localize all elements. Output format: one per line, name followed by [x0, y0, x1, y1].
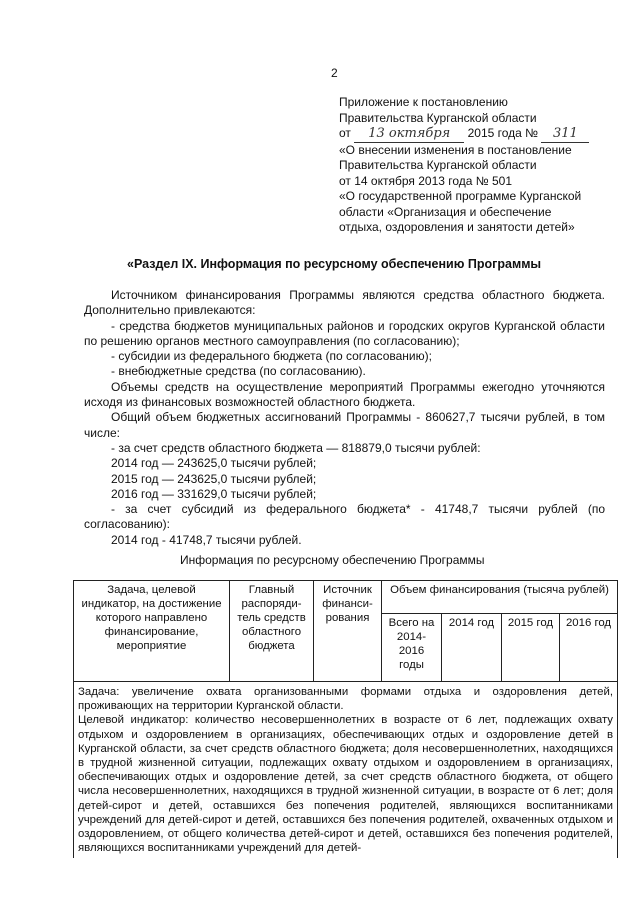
from-label: от: [339, 126, 351, 140]
appendix-line: отдыха, оздоровления и занятости детей»: [339, 220, 575, 234]
paragraph: 2016 год — 331629,0 тысячи рублей;: [111, 486, 317, 501]
paragraph: 2014 год - 41748,7 тысячи рублей.: [111, 532, 302, 547]
paragraph: Источником финансирования Программы являются средства областного бюджета. Дополнительно привлекаются:: [84, 288, 605, 318]
paragraph: - за счет средств областного бюджета — 818879,0 тысячи рублей:: [111, 440, 481, 455]
paragraph: - средства бюджетов муниципальных районов и городских округов Курганской области по решению органов местного самоуправления (по согласованию);: [84, 318, 605, 348]
paragraph: 2014 год — 243625,0 тысячи рублей;: [111, 456, 317, 471]
handwritten-number: 311: [541, 126, 589, 143]
paragraph: - субсидии из федерального бюджета (по согласованию);: [111, 349, 432, 364]
appendix-header: [339, 95, 619, 236]
appendix-line: Правительства Курганской области: [339, 158, 537, 172]
table-title: Информация по ресурсному обеспечению Программы: [180, 553, 485, 567]
appendix-line: от 14 октября 2013 года № 501: [339, 173, 513, 188]
header-source: Источник финанси-рования: [314, 581, 382, 682]
handwritten-date: 13 октября: [354, 126, 464, 143]
task-text: Задача: увеличение охвата организованными формами отдыха и оздоровления детей, проживающих на территории Курганской области.: [78, 686, 614, 713]
paragraph: - внебюджетные средства (по согласованию).: [111, 364, 366, 379]
paragraph: - за счет субсидий из федерального бюджета* - 41748,7 тысячи рублей (по согласованию):: [84, 502, 605, 532]
appendix-line: Приложение к постановлению: [339, 95, 508, 109]
appendix-line: Правительства Курганской области: [339, 110, 537, 125]
header-2014: 2014 год: [442, 614, 502, 682]
paragraph: 2015 год — 243625,0 тысячи рублей;: [111, 471, 317, 486]
table-row: [74, 682, 618, 859]
year-label: 2015 года №: [467, 126, 539, 140]
body-text: [84, 288, 605, 548]
page-number: 2: [331, 66, 338, 80]
header-task: Задача, целевой индикатор, на достижение которого направлено финансирование, мероприятие: [74, 581, 230, 682]
header-total: Всего на 2014-2016 годы: [382, 614, 442, 682]
paragraph: Общий объем бюджетных ассигнований Программы - 860627,7 тысячи рублей, в том числе:: [84, 410, 605, 440]
header-2015: 2015 год: [502, 614, 560, 682]
header-volume: Объем финансирования (тысяча рублей): [382, 581, 618, 614]
paragraph: Объемы средств на осуществление мероприятий Программы ежегодно уточняются исходя из финансовых возможностей областного бюджета.: [84, 379, 605, 410]
appendix-date-line: [339, 126, 619, 143]
header-manager: Главный распоряди-тель средств областного бюджета: [230, 581, 314, 682]
resource-table: [73, 580, 618, 858]
section-title: «Раздел IX. Информация по ресурсному обеспечению Программы: [127, 257, 542, 271]
appendix-line: «О государственной программе Курганской: [339, 189, 582, 203]
appendix-line: «О внесении изменения в постановление: [339, 142, 572, 157]
indicator-text: Целевой индикатор: количество несовершеннолетних в возрасте от 6 лет, подлежащих охвату отдыхом и оздоровлением в организациях, обеспечивающих отдых и оздоровление детей в Курганской области, за счет средств областного бюджета; доля несовершеннолетних, находящихся в трудной жизненной ситуации, подлежащих охвату отдыхом и оздоровлением в организациях, обеспечивающих отдых и оздоровление детей, за счет средств областного бюджета, от общего числа несовершеннолетних, находящихся в трудной жизненной ситуации, в возрасте от 6 лет; доля детей-сирот и детей, оставшихся без попечения родителей, являющихся воспитанниками учреждений для детей-сирот и детей, оставшихся без попечения родителей, охваченных отдыхом и оздоровлением, от общего количества детей-сирот и детей, оставшихся без попечения родителей, являющихся воспитанниками учреждений для детей-: [78, 714, 614, 855]
header-2016: 2016 год: [560, 614, 618, 682]
appendix-line: области «Организация и обеспечение: [339, 204, 552, 219]
